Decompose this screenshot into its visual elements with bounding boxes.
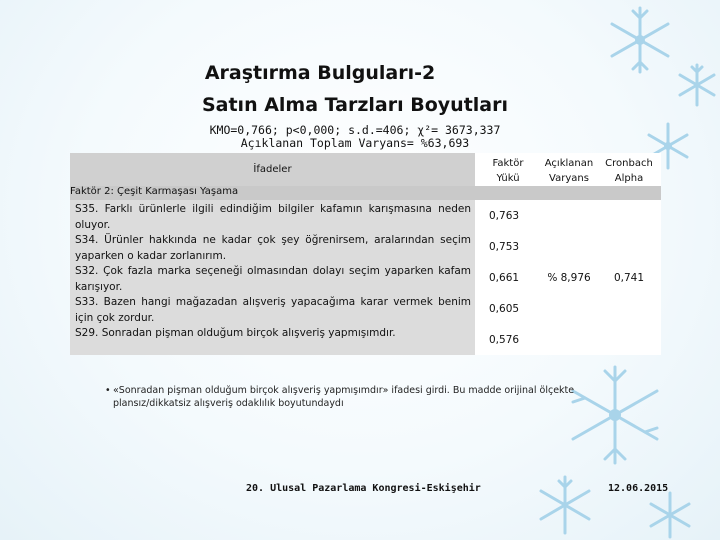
factor-loading: 0,763 (489, 210, 520, 222)
cronbach-alpha-value: 0,741 (597, 200, 661, 355)
slide-title-line2: Satın Alma Tarzları Boyutları (201, 94, 509, 116)
footer-date: 12.06.2015 (608, 483, 669, 494)
header-explained-variance-line2: Varyans (549, 173, 589, 184)
loadings-cell (475, 200, 541, 355)
list-item: S34. Ürünler hakkında ne kadar çok şey öğrenirsem, aralarından seçim yaparken o kadar zorlanırım. (75, 234, 471, 262)
list-item: S29. Sonradan pişman olduğum birçok alışveriş yapmışımdır. (75, 327, 396, 339)
table-header-row (70, 153, 661, 186)
footer-congress: 20. Ulusal Pazarlama Kongresi-Eskişehir (246, 483, 481, 494)
header-cronbach-alpha-line2: Alpha (614, 173, 644, 184)
header-cronbach-alpha (597, 153, 661, 186)
factor-loading: 0,661 (489, 272, 520, 284)
header-explained-variance (541, 153, 597, 186)
snowflake-icon (530, 470, 600, 540)
list-item: S33. Bazen hangi mağazadan alışveriş yapacağıma karar vermek benim için çok zordur. (75, 296, 471, 324)
header-cronbach-alpha-line1: Cronbach (605, 158, 653, 169)
list-item: S32. Çok fazla marka seçeneği olmasından dolayı seçim yaparken kafam karışıyor. (75, 265, 471, 293)
snowflake-icon (560, 360, 670, 470)
footnote-text: «Sonradan pişman olduğum birçok alışveriş yapmışımdır» ifadesi girdi. Bu madde orijinal ölçekte plansız/dikkatsiz alışveriş odaklılık boyutundaydı (113, 385, 575, 409)
factor-loading: 0,753 (489, 241, 520, 253)
snowflake-icon (640, 490, 700, 540)
header-factor-loading-line1: Faktör (492, 158, 524, 169)
stats-line-kmo: KMO=0,766; p<0,000; s.d.=406; χ²= 3673,337 (209, 123, 501, 137)
list-item: S35. Farklı ürünlerle ilgili edindiğim bilgiler kafamın karışmasına neden oluyor. (75, 203, 471, 231)
header-factor-loading-line2: Yükü (496, 173, 520, 184)
factor-title-row (70, 186, 661, 200)
factor-loading: 0,605 (489, 303, 520, 315)
stats-line-variance: Açıklanan Toplam Varyans= %63,693 (240, 136, 470, 150)
header-explained-variance-line1: Açıklanan (544, 158, 594, 169)
factor-table (70, 153, 661, 355)
table-body-row (70, 200, 661, 355)
header-ifadeler: İfadeler (70, 153, 475, 186)
items-cell (70, 200, 475, 355)
factor-title: Faktör 2: Çeşit Karmaşası Yaşama (70, 186, 661, 200)
header-factor-loading (475, 153, 541, 186)
factor-loading: 0,576 (489, 334, 520, 346)
explained-variance-value: % 8,976 (541, 200, 597, 355)
bullet: • (105, 385, 111, 396)
footnote (105, 384, 633, 410)
slide-title-line1: Araştırma Bulguları-2 (204, 62, 436, 84)
